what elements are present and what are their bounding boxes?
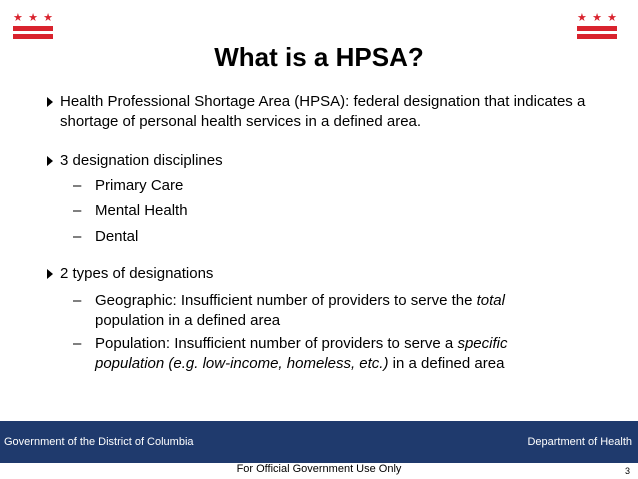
flag-bar	[577, 26, 617, 31]
bullet-text: 3 designation disciplines	[60, 152, 223, 169]
sub-item-text: Primary Care	[95, 177, 184, 194]
text-segment: in a defined area	[388, 355, 505, 372]
star-icon: ★	[28, 12, 38, 24]
footer-government-label: Government of the District of Columbia	[4, 436, 194, 448]
flag-bar	[13, 34, 53, 39]
flag-stars	[577, 12, 617, 24]
text-segment: Geographic: Insufficient number of providers to serve the	[95, 292, 477, 309]
sub-item-mental-health	[73, 201, 543, 221]
flag-bar	[13, 26, 53, 31]
sub-item-primary-care	[73, 176, 543, 196]
italic-text: specific population (e.g. low-income, homeless, etc.)	[95, 335, 508, 372]
flag-stars	[13, 12, 53, 24]
sub-item-population	[73, 334, 543, 374]
bullet-triangle-icon	[47, 97, 53, 107]
footer-band	[0, 421, 638, 463]
official-use-notice: For Official Government Use Only	[236, 463, 402, 475]
star-icon: ★	[577, 12, 587, 24]
dash-icon: –	[73, 202, 82, 219]
bullet-hpsa-definition	[47, 92, 617, 132]
sub-item-text: Dental	[95, 228, 139, 245]
sub-item-text: Mental Health	[95, 202, 188, 219]
bullet-triangle-icon	[47, 156, 53, 166]
footer-department-label: Department of Health	[527, 436, 632, 448]
bullet-text: Health Professional Shortage Area (HPSA): federal designation that indicates a shortage of personal health services in a defined area.	[60, 93, 586, 130]
dash-icon: –	[73, 228, 82, 245]
bullet-designation-types	[47, 264, 617, 284]
text-segment: population in a defined area	[95, 312, 281, 329]
sub-item-text	[95, 334, 543, 374]
italic-text: total	[476, 292, 505, 309]
star-icon: ★	[592, 12, 602, 24]
dash-icon: –	[73, 335, 82, 352]
text-segment: Population: Insufficient number of providers to serve a	[95, 335, 458, 352]
dash-icon: –	[73, 292, 82, 309]
star-icon: ★	[13, 12, 23, 24]
bullet-designation-disciplines	[47, 151, 617, 171]
star-icon: ★	[607, 12, 617, 24]
star-icon: ★	[43, 12, 53, 24]
flag-bar	[577, 34, 617, 39]
sub-item-text	[95, 291, 543, 331]
bullet-triangle-icon	[47, 269, 53, 279]
slide-title: What is a HPSA?	[214, 42, 424, 72]
bullet-text: 2 types of designations	[60, 265, 214, 282]
page-number: 3	[624, 466, 630, 476]
sub-item-dental	[73, 227, 543, 247]
dc-flag-left	[13, 12, 53, 40]
sub-item-geographic	[73, 291, 543, 331]
dash-icon: –	[73, 177, 82, 194]
dc-flag-right	[577, 12, 617, 40]
